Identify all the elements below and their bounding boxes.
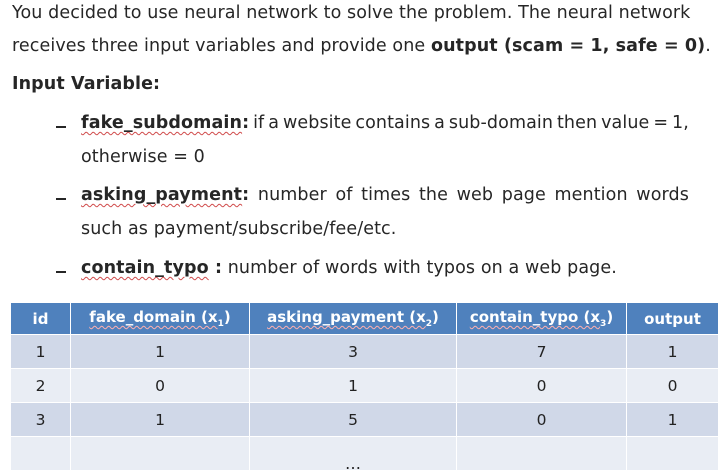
cell-contain-typo: 0 — [457, 403, 627, 437]
header-subscript: 2 — [425, 319, 433, 329]
bullet-dash — [56, 198, 66, 200]
table-header-row — [11, 303, 719, 335]
cell-id: 1 — [11, 335, 71, 369]
cell-id: 2 — [11, 369, 71, 403]
header-fake-domain — [71, 303, 250, 335]
cell-empty — [457, 437, 627, 471]
header-id — [11, 303, 71, 335]
variable-fake-subdomain-line2: otherwise = 0 — [81, 147, 205, 167]
table-row — [11, 403, 719, 437]
table-row — [11, 369, 719, 403]
header-label: output — [644, 309, 701, 328]
desc-word: then — [556, 113, 598, 133]
variable-colon: : — [242, 113, 250, 133]
desc-word: contains — [355, 113, 431, 133]
desc-word: if — [253, 113, 265, 133]
header-subscript: 1 — [217, 319, 224, 329]
intro-line-2 — [12, 36, 711, 56]
desc-word: mention — [554, 185, 628, 205]
cell-empty — [71, 437, 250, 471]
table-row-ellipsis — [11, 437, 719, 471]
cell-asking-payment: 3 — [250, 335, 457, 369]
variable-name-group — [81, 185, 249, 205]
desc-word: = — [653, 113, 669, 133]
header-label: fake_domain (x — [89, 308, 218, 326]
header-close-paren: ) — [606, 308, 614, 326]
header-close-paren: ) — [223, 308, 231, 326]
cell-asking-payment: 1 — [250, 369, 457, 403]
cell-fake-domain: 0 — [71, 369, 250, 403]
header-label: asking_payment (x — [267, 308, 426, 326]
desc-word: value — [601, 113, 650, 133]
variable-contain-typo-desc: number of words with typos on a web page. — [222, 258, 617, 278]
header-output — [627, 303, 719, 335]
desc-word: words — [636, 185, 689, 205]
variable-contain-typo-line1 — [81, 258, 617, 278]
variable-colon: : — [208, 258, 223, 278]
header-label: contain_typo (x — [469, 308, 601, 326]
intro-line-1: You decided to use neural network to solve the problem. The neural network — [12, 3, 691, 23]
desc-word: number — [257, 185, 327, 205]
header-label: id — [32, 309, 49, 328]
desc-word: sub-domain — [448, 113, 554, 133]
desc-word: page — [501, 185, 546, 205]
cell-output: 1 — [627, 335, 719, 369]
cell-fake-domain: 1 — [71, 403, 250, 437]
cell-empty — [11, 437, 71, 471]
variable-name-contain-typo: contain_typo — [81, 258, 209, 278]
variable-name-fake-subdomain: fake_subdomain — [81, 113, 243, 133]
cell-contain-typo: 0 — [457, 369, 627, 403]
table-row — [11, 335, 719, 369]
sample-data-table — [10, 302, 719, 471]
cell-fake-domain: 1 — [71, 335, 250, 369]
desc-word: web — [456, 185, 494, 205]
cell-output: 1 — [627, 403, 719, 437]
bullet-dash — [56, 271, 66, 273]
desc-word: 1, — [671, 113, 689, 133]
desc-word: a — [268, 113, 280, 133]
variable-asking-payment-line2: such as payment/subscribe/fee/etc. — [81, 219, 397, 239]
ellipsis-marker: … — [250, 437, 457, 471]
variable-name-group — [81, 113, 249, 133]
header-subscript: 3 — [600, 319, 607, 329]
desc-word: a — [434, 113, 445, 133]
output-definition: output (scam = 1, safe = 0) — [430, 36, 706, 56]
header-contain-typo — [457, 303, 627, 335]
header-asking-payment — [250, 303, 457, 335]
cell-asking-payment: 5 — [250, 403, 457, 437]
desc-word: website — [282, 113, 352, 133]
variable-name-asking-payment: asking_payment — [81, 185, 243, 205]
variable-fake-subdomain-line1 — [81, 113, 689, 133]
header-close-paren: ) — [432, 308, 439, 326]
bullet-dash — [56, 126, 66, 128]
desc-word: times — [361, 185, 411, 205]
cell-id: 3 — [11, 403, 71, 437]
cell-empty — [627, 437, 719, 471]
cell-contain-typo: 7 — [457, 335, 627, 369]
intro-line-2-prefix: receives three input variables and provide one — [12, 36, 431, 56]
cell-output: 0 — [627, 369, 719, 403]
intro-line-2-suffix: . — [705, 36, 711, 56]
input-variable-heading: Input Variable: — [12, 74, 161, 94]
desc-word: the — [418, 185, 448, 205]
variable-colon: : — [242, 185, 250, 205]
variable-asking-payment-line1 — [81, 185, 689, 205]
desc-word: of — [335, 185, 353, 205]
